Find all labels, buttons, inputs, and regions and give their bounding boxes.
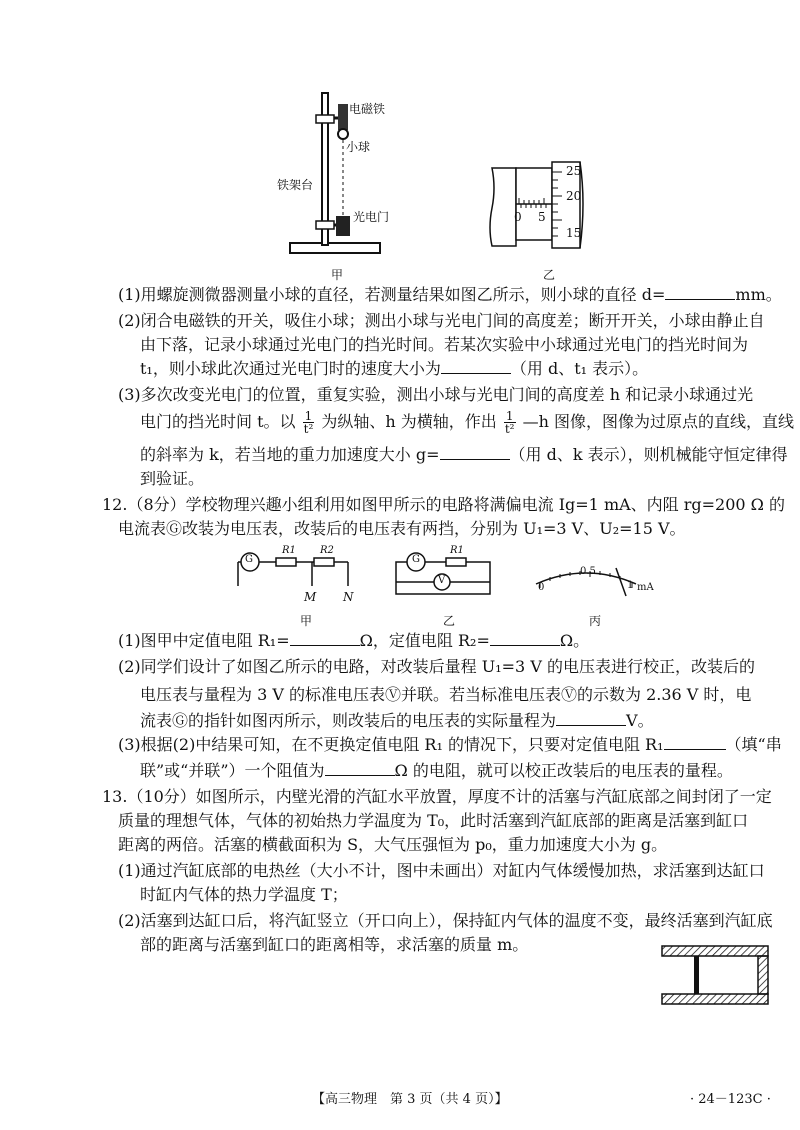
caption-circuit-yi: 乙 [443, 614, 456, 628]
micrometer-tick-15: 15 [566, 226, 582, 240]
q11-part2-line2: 由下落，记录小球通过光电门的挡光时间。若某次实验中小球通过光电门的挡光时间为 [140, 335, 749, 354]
micrometer-tick-20: 20 [566, 189, 582, 203]
q13-part2-line2: 部的距离与活塞到缸口的距离相等，求活塞的质量 m。 [140, 935, 529, 954]
answer-blank-r1[interactable] [290, 631, 360, 646]
q13-part1-line1: (1)通过汽缸底部的电热丝（大小不计，图中未画出）对缸内气体缓慢加热，求活塞到达缸口 [118, 861, 765, 880]
answer-blank-diameter[interactable] [665, 285, 735, 300]
q11-part2-line1: (2)闭合电磁铁的开关，吸住小球；测出小球与光电门间的高度差；断开开关，小球由静止自 [118, 311, 765, 330]
figure-yi-micrometer [488, 158, 608, 253]
footer-code: · 24－123C · [690, 1092, 771, 1107]
circuit-jia-g: G [245, 554, 253, 565]
label-electromagnet: 电磁铁 [349, 102, 386, 116]
q13-head-line2: 质量的理想气体，气体的初始热力学温度为 T₀，此时活塞到汽缸底部的距离是活塞到缸口 [118, 811, 749, 830]
circuit-yi-v: V [438, 575, 446, 586]
circuit-yi-r1: R1 [450, 545, 464, 556]
q11-part3-line4: 到验证。 [140, 469, 205, 488]
q12-part2-line1: (2)同学们设计了如图乙所示的电路，对改装后量程 U₁=3 V 的电压表进行校正，改装后的 [118, 657, 755, 676]
micrometer-tick-25: 25 [566, 164, 582, 178]
circuit-jia-r1: R1 [282, 545, 296, 556]
q12-head-line2: 电流表Ⓖ改装为电压表，改装后的电压表有两挡，分别为 U₁=3 V、U₂=15 V。 [118, 519, 686, 538]
fraction-1-over-t2: $\frac{1}{\text{t²}}$ [303, 409, 314, 436]
figure-cylinder [660, 944, 772, 1006]
meter-unit: mA [637, 582, 654, 593]
meter-0-5: 0.5 [580, 566, 596, 577]
q13-head-line3: 距离的两倍。活塞的横截面积为 S，大气压强恒为 p₀，重力加速度大小为 g。 [118, 835, 668, 854]
micrometer-main-5: 5 [538, 210, 546, 224]
circuit-yi-g: G [412, 554, 420, 565]
label-iron-stand: 铁架台 [277, 178, 314, 192]
q12-part3-line2: 联”或“并联”）一个阻值为 Ω 的电阻，就可以校正改装后的电压表的量程。 [140, 761, 733, 780]
answer-blank-g[interactable] [440, 445, 510, 460]
figure-yi-circuit [390, 544, 500, 604]
q12-head-line1: 12.（8分）学校物理兴趣小组利用如图甲所示的电路将满偏电流 Ig=1 mA、内阻 rg=200 Ω 的 [102, 495, 786, 514]
q11-part2-line3: t₁，则小球此次通过光电门时的速度大小为 （用 d、t₁ 表示）。 [140, 359, 649, 378]
q13-part1-line2: 时缸内气体的热力学温度 T； [140, 885, 348, 904]
caption-jia: 甲 [331, 268, 344, 282]
circuit-jia-m: M [304, 590, 317, 604]
footer-title: 【高三物理 第 3 页（共 4 页）】 [312, 1092, 508, 1107]
meter-1: 1 [627, 580, 634, 591]
circuit-jia-n: N [343, 590, 354, 604]
q11-part1: (1)用螺旋测微器测量小球的直径，若测量结果如图乙所示，则小球的直径 d= mm。 [118, 285, 782, 304]
q11-part3-line2: 电门的挡光时间 t。以 $\frac{1}{\text{t²}}$ 为纵轴、h 为横轴，作出 $\frac{1}{\text{t²}}$ —h 图像，图像为过原点的直线，直线 [140, 409, 794, 436]
q13-part2-line1: (2)活塞到达缸口后，将汽缸竖立（开口向上），保持缸内气体的温度不变，最终活塞到汽缸底 [118, 911, 773, 930]
q12-part1: (1)图甲中定值电阻 R₁= Ω，定值电阻 R₂= Ω。 [118, 631, 590, 650]
caption-circuit-jia: 甲 [300, 614, 313, 628]
micrometer-main-0: 0 [514, 210, 522, 224]
answer-blank-speed[interactable] [441, 359, 511, 374]
q11-part3-line3: 的斜率为 k，若当地的重力加速度大小 g= （用 d、k 表示），则机械能守恒定律得 [140, 445, 788, 464]
answer-blank-resistance[interactable] [325, 761, 395, 776]
q12-part3-line1: (3)根据(2)中结果可知，在不更换定值电阻 R₁ 的情况下，只要对定值电阻 R₁ （填“串 [118, 735, 782, 754]
q12-part2-line2: 电压表与量程为 3 V 的标准电压表Ⓥ并联。若当标准电压表Ⓥ的示数为 2.36 V 时，电 [140, 685, 752, 704]
answer-blank-r2[interactable] [490, 631, 560, 646]
q13-head-line1: 13.（10分）如图所示，内壁光滑的汽缸水平放置，厚度不计的活塞与汽缸底部之间封闭了一定 [102, 787, 772, 806]
meter-0: 0 [538, 582, 545, 593]
answer-blank-range[interactable] [556, 711, 626, 726]
caption-bing: 丙 [589, 614, 602, 628]
caption-yi: 乙 [543, 268, 556, 282]
circuit-jia-r2: R2 [320, 545, 334, 556]
label-photogate: 光电门 [353, 210, 390, 224]
label-ball: 小球 [346, 140, 371, 154]
q11-part3-line1: (3)多次改变光电门的位置，重复实验，测出小球与光电门间的高度差 h 和记录小球通过光 [118, 385, 754, 404]
answer-blank-connection[interactable] [664, 735, 726, 750]
fraction-1-over-t2-b: $\frac{1}{\text{t²}}$ [504, 409, 515, 436]
q12-part2-line3: 流表Ⓖ的指针如图丙所示，则改装后的电压表的实际量程为 V。 [140, 711, 654, 730]
